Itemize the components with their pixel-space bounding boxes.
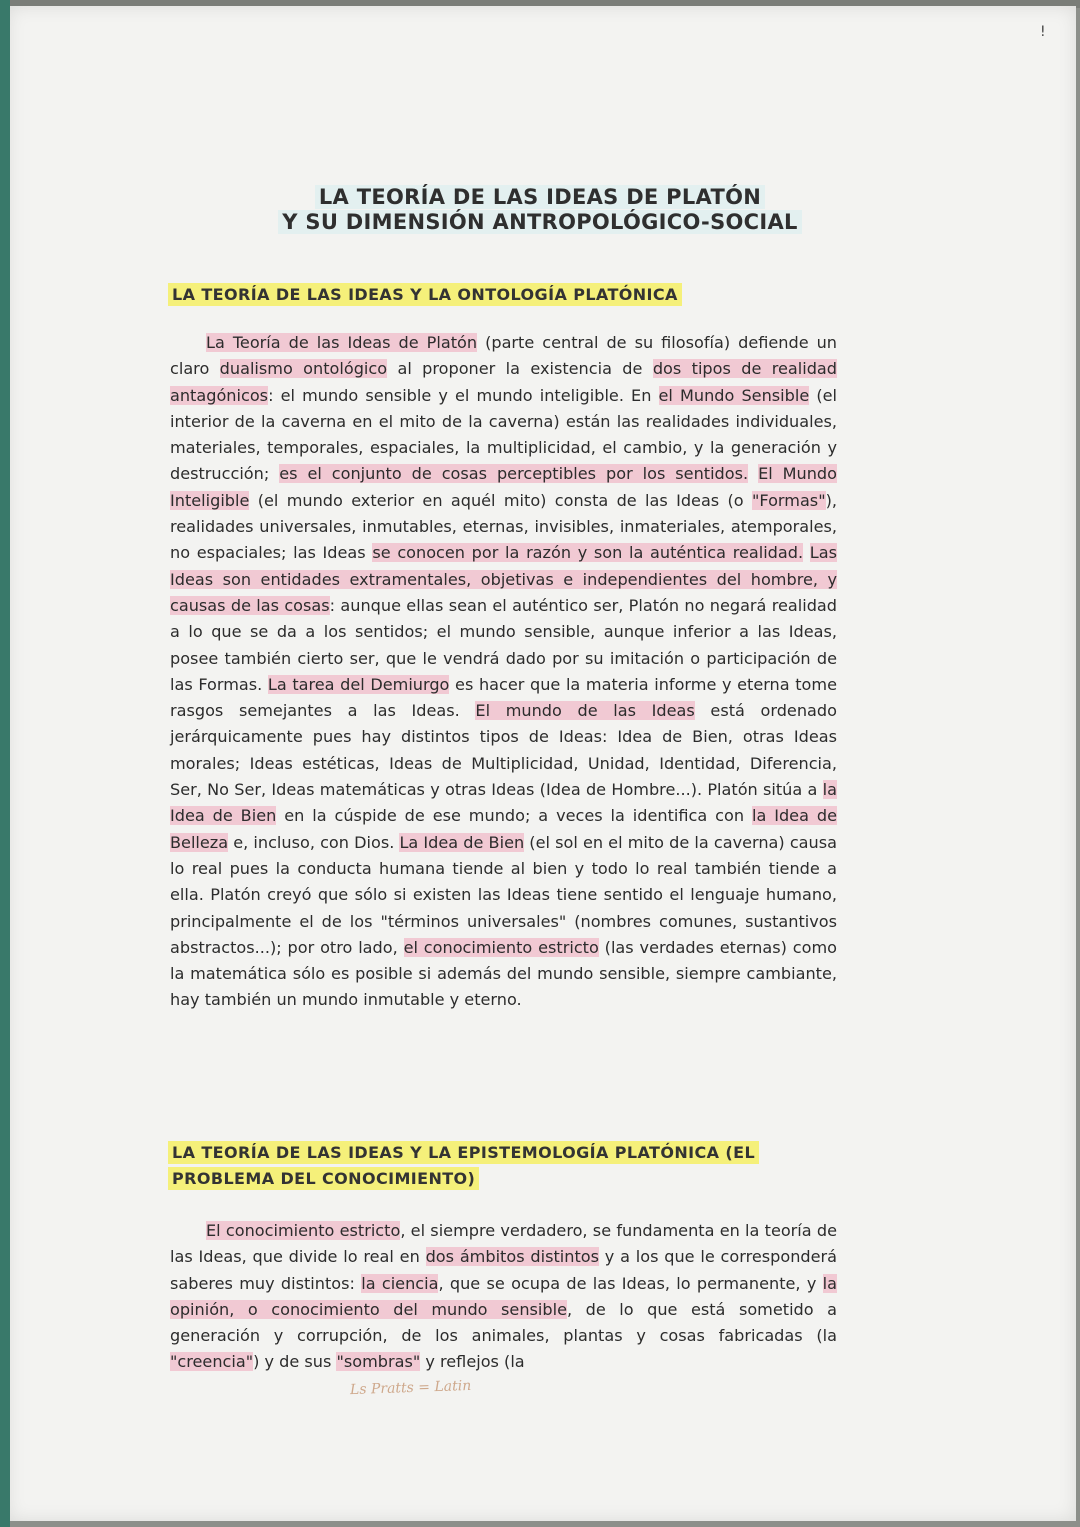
paragraph-text: , el siempre verdadero, se fundamenta en la teoría de las Ideas, que divide lo real en (170, 1221, 838, 1267)
paragraph-text (803, 543, 810, 562)
paragraph-text: (el mundo exterior en aquél mito) consta de las Ideas (o (249, 490, 752, 510)
paragraph-text (748, 464, 758, 483)
paragraph-text: (el interior de la caverna en el mito de la caverna) están las realidades individuales, materiales, temporales, espaciales, la multiplicidad, el cambio, y la generación y destrucción; (170, 385, 837, 484)
paragraph-text: e, incluso, con Dios. (228, 832, 400, 852)
section-1-heading: LA TEORÍA DE LAS IDEAS Y LA ONTOLOGÍA PLATÓNICA (168, 282, 838, 308)
document-title-line-2: Y SU DIMENSIÓN ANTROPOLÓGICO-SOCIAL (150, 210, 930, 234)
highlighted-text: La Idea de Bien (399, 832, 525, 852)
paragraph-text: ), realidades universales, inmutables, eternas, invisibles, inmateriales, atemporales, no espaciales; las Ideas (170, 490, 837, 563)
highlighted-text: se conocen por la razón y son la auténtica realidad. (372, 543, 804, 563)
document-title-line-1: LA TEORÍA DE LAS IDEAS DE PLATÓN (150, 185, 930, 209)
highlighted-text: "creencia" (170, 1352, 254, 1372)
paragraph-text: : aunque ellas sean el auténtico ser, Platón no negará realidad a lo que se da a los sentidos; el mundo sensible, aunque inferior a las Ideas, posee también cierto ser, que le vendrá dado por su imitación o participación de las Formas. (170, 595, 837, 694)
highlighted-text: dualismo ontológico (219, 359, 388, 379)
paragraph-text: al proponer la existencia de (387, 359, 653, 379)
paragraph-text: (las verdades eternas) como la matemática sólo es posible si además del mundo sensible, siempre cambiante, hay también un mundo inmutable y eterno. (170, 937, 837, 1010)
highlighted-text: El conocimiento estricto (206, 1221, 401, 1240)
section-2-paragraph (170, 1218, 837, 1376)
highlighted-text: el conocimiento estricto (403, 937, 599, 957)
scan-edge-left (0, 0, 10, 1527)
paragraph-text: (el sol en el mito de la caverna) causa lo real pues la conducta humana tiende al bien y todo lo real también tiende a ella. Platón creyó que sólo si existen las Ideas tiene sentido el lenguaje humano, principalmente el de los "términos universales" (nombres comunes, sustantivos abstractos...); por otro lado, (170, 832, 837, 957)
highlighted-text: Las Ideas son entidades extramentales, objetivas e independientes del hombre, y causas de las cosas (170, 543, 837, 615)
paragraph-text: es hacer que la materia informe y eterna tome rasgos semejantes a las Ideas. (170, 674, 837, 721)
highlighted-text: es el conjunto de cosas perceptibles por los sentidos. (279, 464, 749, 484)
paragraph-text: , que se ocupa de las Ideas, lo permanente, y (438, 1273, 823, 1293)
highlighted-text: El mundo de las Ideas (475, 701, 695, 721)
paragraph-text: (parte central de su filosofía) defiende un claro (170, 333, 837, 379)
highlighted-text: la Idea de Belleza (170, 806, 837, 852)
highlighted-text: El Mundo Inteligible (170, 464, 837, 510)
highlighted-text: la opinión, o conocimiento del mundo sensible (170, 1273, 837, 1319)
highlighted-text: la Idea de Bien (170, 780, 837, 826)
paragraph-text: en la cúspide de ese mundo; a veces la identifica con (276, 806, 752, 826)
paragraph-text: , de lo que está sometido a generación y corrupción, de los animales, plantas y cosas fabricadas (la (170, 1299, 837, 1346)
highlighted-text: "Formas" (752, 490, 826, 510)
highlighted-text: dos ámbitos distintos (425, 1247, 599, 1267)
highlighted-text: "sombras" (336, 1352, 421, 1372)
paragraph-text: está ordenado jerárquicamente pues hay distintos tipos de Ideas: Idea de Bien, otras Ideas morales; Ideas estéticas, Ideas de Multiplicidad, Unidad, Identidad, Diferencia, Ser, No Ser, Ideas matemáticas y otras Ideas (Idea de Hombre...). Platón sitúa a (170, 701, 837, 800)
handwritten-note: Ls Pratts = Latin (349, 1377, 472, 1399)
highlighted-text: la ciencia (361, 1273, 439, 1293)
highlighted-text: La tarea del Demiurgo (267, 674, 450, 694)
corner-mark: ! (1040, 24, 1046, 40)
paragraph-text: y reflejos (la (420, 1352, 525, 1372)
highlighted-text: dos tipos de realidad antagónicos (170, 359, 837, 405)
section-1-paragraph (170, 330, 837, 1014)
paragraph-text: : el mundo sensible y el mundo inteligible. En (268, 385, 659, 405)
highlighted-text: La Teoría de las Ideas de Platón (206, 333, 478, 352)
section-2-heading: LA TEORÍA DE LAS IDEAS Y LA EPISTEMOLOGÍA PLATÓNICA (EL PROBLEMA DEL CONOCIMIENTO) (168, 1140, 838, 1192)
highlighted-text: el Mundo Sensible (658, 385, 810, 405)
paragraph-text: y a los que le corresponderá saberes muy distintos: (170, 1247, 837, 1293)
paragraph-text: ) y de sus (253, 1352, 337, 1372)
